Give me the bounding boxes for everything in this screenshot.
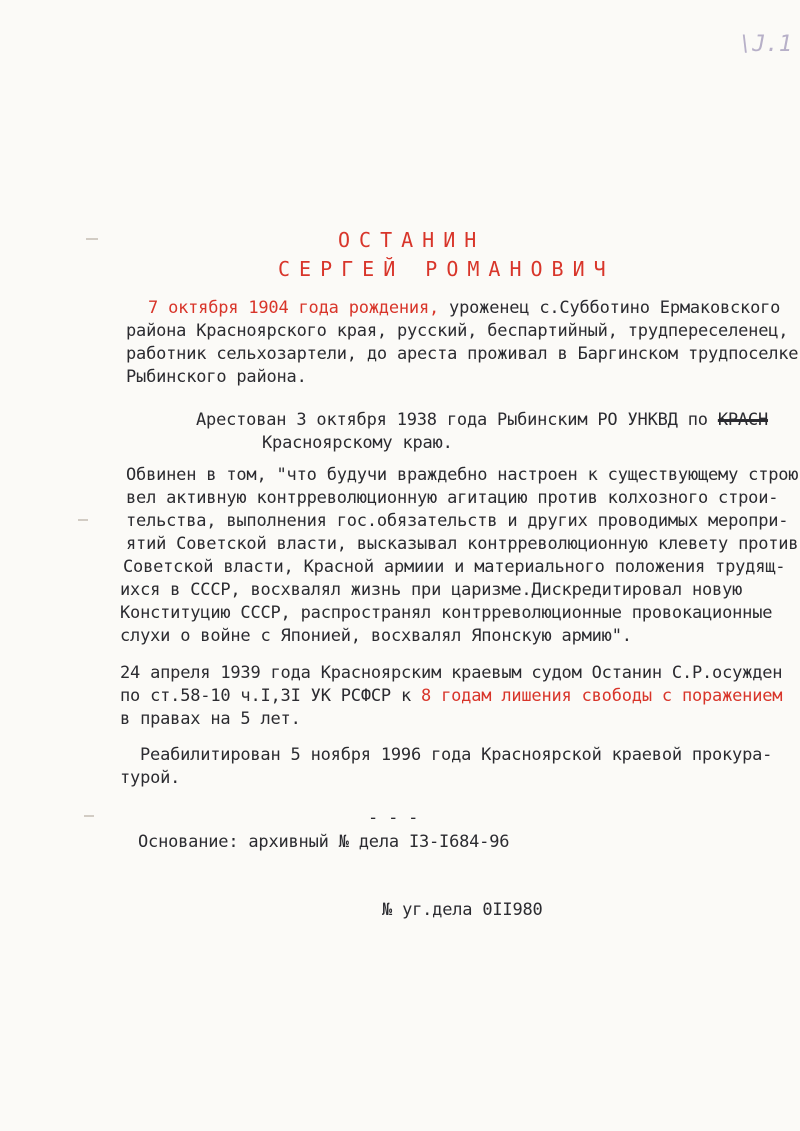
struck-text: КРАСН — [717, 410, 769, 430]
sentence-line-3: в правах на 5 лет. — [120, 709, 301, 729]
bio-line-1-rest: уроженец с.Субботино Ермаковского — [439, 298, 781, 318]
sentence-line-2 — [120, 686, 782, 706]
scan-speck — [78, 519, 88, 521]
bio-line-1 — [148, 298, 780, 318]
sentence-line-1: 24 апреля 1939 года Красноярским краевым судом Останин С.Р.осужден — [120, 663, 783, 683]
arrest-line-1 — [196, 410, 768, 430]
charge-line-8: слухи о войне с Японией, восхвалял Японскую армию". — [120, 626, 632, 646]
case-number: № уг.дела 0II980 — [382, 900, 543, 920]
birth-date: 7 октября 1904 года рождения, — [148, 298, 440, 318]
arrest-line-2: Красноярскому краю. — [262, 433, 453, 453]
bio-line-4: Рыбинского района. — [126, 367, 307, 387]
rehab-line-1: Реабилитирован 5 ноября 1996 года Красноярской краевой прокура- — [140, 745, 773, 765]
sentence-article: по ст.58-10 ч.I,3I УК РСФСР к — [120, 686, 422, 706]
basis-line: Основание: архивный № дела I3-I684-96 — [138, 832, 510, 852]
surname: ОСТАНИН — [338, 228, 486, 252]
charge-line-3: тельства, выполнения гос.обязательств и других проводимых меропри- — [126, 511, 789, 531]
bio-line-2: района Красноярского края, русский, беспартийный, трудпереселенец, — [126, 321, 789, 341]
charge-line-2: вел активную контрреволюционную агитацию против колхозного строи- — [126, 488, 779, 508]
charge-line-4: ятий Советской власти, высказывал контрреволюционную клевету против — [126, 534, 799, 554]
charge-line-1: Обвинен в том, "что будучи враждебно настроен к существующему строю — [126, 465, 799, 485]
sentence-term: 8 годам лишения свободы с поражением — [421, 686, 783, 706]
charge-line-7: Конституцию СССР, распространял контрреволюционные провокационные — [120, 603, 773, 623]
separator: - - - — [368, 808, 419, 828]
bio-line-3: работник сельхозартели, до ареста проживал в Баргинском трудпоселке — [126, 344, 799, 364]
charge-line-6: ихся в СССР, восхвалял жизнь при царизме.Дискредитировал новую — [120, 580, 743, 600]
arrest-text: Арестован 3 октября 1938 года Рыбинским РО УНКВД по — [196, 410, 708, 430]
scan-speck — [84, 815, 94, 817]
scan-speck — [86, 238, 98, 240]
rehab-line-2: турой. — [120, 768, 181, 788]
charge-line-5: Советской власти, Красной армиии и материального положения трудящ- — [123, 557, 786, 577]
given-names: СЕРГЕЙ РОМАНОВИЧ — [278, 257, 615, 281]
corner-mark: \J.1 — [739, 32, 792, 57]
